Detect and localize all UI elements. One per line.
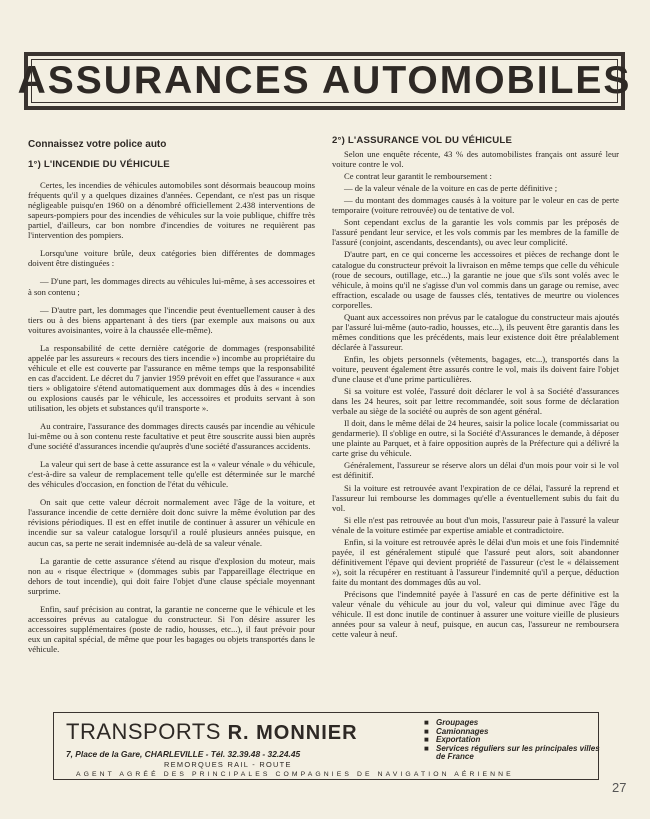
square-bullet-icon: ■ — [424, 718, 429, 727]
ad-service-label: Camionnages — [436, 726, 489, 736]
ad-service-label: Groupages — [436, 718, 479, 727]
paragraph: Ce contrat leur garantit le remboursement : — [344, 171, 492, 182]
paragraph: Si elle n'est pas retrouvée au bout d'un mois, l'assureur paie à l'assuré la valeur vénale de la voiture estimée par expertise amiable et contradictoire. — [332, 514, 619, 535]
transport-advertisement — [53, 712, 599, 780]
ad-company-name — [66, 719, 358, 745]
square-bullet-icon: ■ — [424, 726, 429, 736]
paragraph: On sait que cette valeur décroit normalement avec l'âge de la voiture, et l'assurance incendie de cette dernière doit donc suivre la même évolution par des révisions périodiques. Il est en effet inutile de continuer à assurer un véhicule en incendie sur sa valeur catalogue lorsqu'il a roulé plusieurs années puisque, en aucun cas, sa perte ne serait indemnisée au-delà de sa valeur vénale. — [28, 497, 315, 548]
ad-services-list — [424, 719, 600, 762]
ad-service-label: Services réguliers sur les principales villes de France — [436, 743, 600, 762]
paragraph: — D'une part, les dommages directs au véhicules lui-même, à ses accessoires et à son contenu ; — [28, 276, 315, 297]
paragraph: — du montant des dommages causés à la voiture par le voleur en cas de perte temporaire (voiture retrouvée) ou de tentative de vol. — [332, 195, 619, 216]
paragraph: Certes, les incendies de véhicules automobiles sont désormais beaucoup moins fréquents qu'il y a quelques dizaines d'années. Cependant, ce n'est pas un risque négligeable puisqu'en 1960 on a dénombré officiellement 2.438 interventions de sapeurs-pompiers pour des incendies de véhicules sur la voie publique, chiffre très partiel, d'ailleurs, car bon nombre d'incendies de voitures ne requièrent pas l'intervention des pompiers. — [28, 180, 315, 241]
paragraph: Enfin, sauf précision au contrat, la garantie ne concerne que le véhicule et les accessoires prévus au catalogue du constructeur. Si l'on désire assurer les accessoires supplémentaires (poste de radio, housses, etc...), il faut prévoir pour eux un capital spécial, de même que pour les bagages ou objets transportés dans le véhicule. — [28, 603, 315, 654]
paragraph: Il doit, dans le même délai de 24 heures, saisir la police locale (commissariat ou gendarmerie). Il s'oblige en outre, si la Société d'Assurances le demande, à déposer une plainte au Parquet, et à faire opposition auprès de la Préfecture qui a délivré la carte grise du véhicule. — [332, 418, 619, 459]
paragraph: Si sa voiture est volée, l'assuré doit déclarer le vol à sa Société d'assurances dans les 24 heures, soit par lettre recommandée, soit sous forme de déclaration verbale au siège de la société ou auprès de son agent général. — [332, 386, 619, 417]
paragraph: Enfin, les objets personnels (vêtements, bagages, etc...), transportés dans la voiture, peuvent également être assurés contre le vol, mais ils doivent faire l'objet d'une clause et d'une prime particulières. — [332, 353, 619, 385]
paragraph: La responsabilité de cette dernière catégorie de dommages (responsabilité appelée par les assureurs « recours des tiers incendie ») incombe au propriétaire du véhicule et elle est couverte par l'assurance en même temps que la responsabilité en cas d'accident. Le décret du 7 janvier 1959 prévoit en effet que l'assurance « aux tiers » obligatoire s'étend automatiquement aux dommages dûs à des « incendies ou explosions causés par le véhicule, les accessoires et produits servant à son utilisation, les objets et substances qu'il transporte ». — [28, 342, 315, 413]
paragraph: Au contraire, l'assurance des dommages directs causés par incendie au véhicule lui-même ou à son contenu reste facultative et peut être souscrite aussi bien auprès d'une société d'assurances incendie qu'auprès d'une société d'assurances accidents. — [28, 421, 315, 452]
paragraph: La garantie de cette assurance s'étend au risque d'explosion du moteur, mais non au « risque électrique » (dommages subis par l'appareillage électrique en dehors de tout incendie), qui doit faire l'objet d'une clause spéciale moyennant surprime. — [28, 555, 315, 596]
ad-service-item — [424, 745, 600, 762]
ad-company-prefix: TRANSPORTS — [66, 719, 221, 744]
square-bullet-icon: ■ — [424, 743, 429, 753]
paragraph: Précisons que l'indemnité payée à l'assuré en cas de perte définitive est la valeur vénale du véhicule au jour du vol, valeur qui diminue avec l'âge du véhicule. Il est donc inutile de continuer à assurer une voiture vieille de plusieurs années pour sa valeur à neuf, puisque, en aucun cas, l'assureur ne remboursera cette valeur à neuf. — [332, 588, 619, 640]
page-title: ASSURANCES AUTOMOBILES — [17, 59, 632, 102]
paragraph: Enfin, si la voiture est retrouvée après le délai d'un mois et une fois l'indemnité payée, il est généralement stipulé que l'assuré peut alors, soit abandonner définitivement l'épave qui devient propriété de l'assureur (c'est le « délaissement »), soit la récupérer en restituant à l'assureur l'indemnité qu'il a perçue, déduction faite du montant des dommages dûs au vol. — [332, 536, 619, 587]
ad-service-label: Exportation — [436, 735, 481, 745]
paragraph: Lorsqu'une voiture brûle, deux catégories bien différentes de dommages doivent être distinguées : — [28, 248, 315, 269]
title-banner — [17, 52, 632, 110]
paragraph: — de la valeur vénale de la voiture en cas de perte définitive ; — [344, 183, 558, 194]
paragraph: Si la voiture est retrouvée avant l'expiration de ce délai, l'assuré la reprend et l'assureur lui rembourse les dommages qu'elle a éventuellement subis du fait du vol. — [332, 482, 619, 513]
page-number: 27 — [612, 780, 627, 795]
paragraph: D'autre part, en ce qui concerne les accessoires et pièces de rechange dont le catalogue du constructeur prévoit la livraison en même temps que celle du véhicule (roue de secours, outillage, etc...) la garantie ne joue que s'ils sont volés avec le véhicule, à moins qu'il ne s'agisse d'un vol commis dans un garage ou remise, avec effraction, escalade ou usage de fausses clés, tentatives de meurtre ou violences corporelles. — [332, 249, 619, 310]
left-column — [28, 140, 315, 654]
paragraph: Quant aux accessoires non prévus par le catalogue du constructeur mais ajoutés par l'assuré lui-même (auto-radio, housses, etc...), ils peuvent être garantis dans les mêmes conditions que les précédents, mais leur existence doit être préalablement déclarée à l'assureur. — [332, 311, 619, 352]
paragraph: Sont cependant exclus de la garantie les vols commis par les préposés de l'assuré pendant leur service, et les vols commis par les membres de la famille de l'assuré (conjoint, ascendants, descendants), ou avec leur complicité. — [332, 217, 619, 248]
section-title-fire: 1°) L'INCENDIE DU VÉHICULE — [28, 159, 170, 171]
ad-address: 7, Place de la Gare, CHARLEVILLE - Tél. 32.39.48 - 32.24.45 — [66, 749, 301, 759]
paragraph: — D'autre part, les dommages que l'incendie peut éventuellement causer à des tiers ou à des biens appartenant à des tiers (par exemple aux maisons ou aux voitures avoisinantes, voire à la chaussée elle-même). — [28, 304, 315, 335]
square-bullet-icon: ■ — [424, 735, 429, 745]
right-column — [332, 136, 619, 641]
article-kicker: Connaissez votre police auto — [28, 139, 167, 150]
section-title-theft: 2°) L'ASSURANCE VOL DU VÉHICULE — [332, 135, 513, 146]
paragraph: La valeur qui sert de base à cette assurance est la « valeur vénale » du véhicule, c'est-à-dire sa valeur de remplacement telle qu'elle est déterminée sur le marché des véhicules d'occasion, en fonction de l'état du véhicule. — [28, 459, 315, 490]
ad-subtitle: REMORQUES RAIL - ROUTE — [164, 760, 292, 769]
ad-company-owner: R. MONNIER — [227, 722, 358, 744]
ad-footer: AGENT AGRÉÉ DES PRINCIPALES COMPAGNIES DE NAVIGATION AÉRIENNE — [76, 771, 514, 778]
paragraph: Généralement, l'assureur se réserve alors un délai d'un mois pour voir si le vol est définitif. — [332, 460, 619, 481]
paragraph: Selon une enquête récente, 43 % des automobilistes français ont assuré leur voiture contre le vol. — [332, 149, 619, 170]
